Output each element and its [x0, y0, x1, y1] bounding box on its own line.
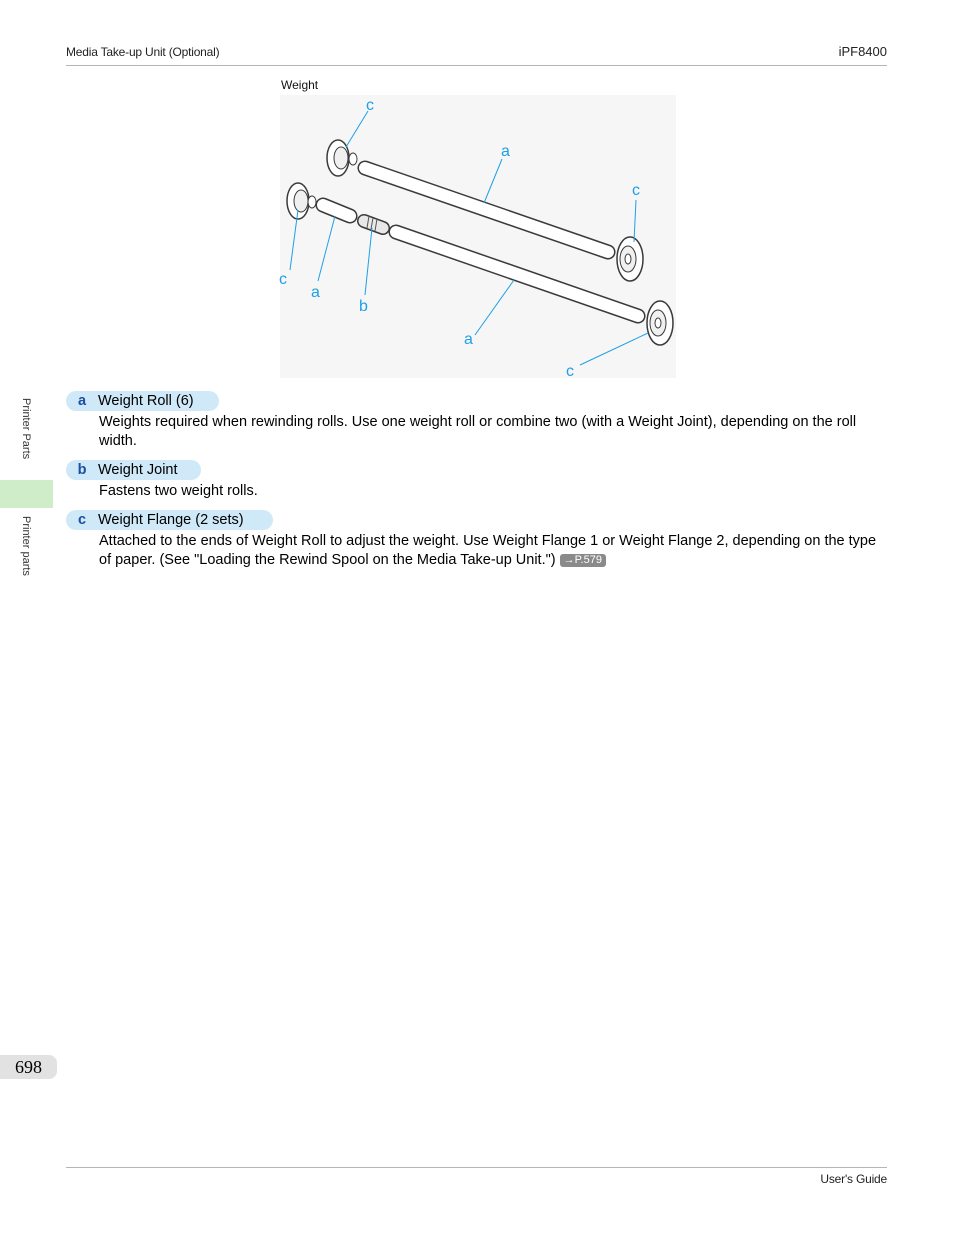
- item-label: Weight Joint: [98, 462, 178, 478]
- weight-flange-lower-right: [647, 301, 673, 345]
- callout-a: a: [501, 143, 510, 160]
- side-tab-active-marker: [0, 480, 53, 508]
- callout-b: b: [359, 298, 368, 315]
- item-description: Weights required when rewinding rolls. Use one weight roll or combine two (with a Weight Joint), depending on the roll width.: [99, 414, 857, 449]
- page-number: 698: [0, 1055, 57, 1079]
- weight-parts-drawing: [280, 95, 676, 378]
- page-reference-link[interactable]: →P.579: [560, 554, 606, 567]
- item-letter: b: [77, 462, 87, 478]
- side-tab-printer-parts[interactable]: Printer Parts: [20, 398, 32, 460]
- item-label: Weight Roll (6): [98, 393, 194, 409]
- header-section-title: Media Take-up Unit (Optional): [66, 45, 220, 59]
- item-description-flange: [99, 532, 889, 570]
- footer-guide-title: User's Guide: [820, 1172, 887, 1186]
- callout-c: c: [279, 271, 287, 288]
- item-tag-weight-flange: [66, 510, 273, 530]
- callout-c: c: [632, 182, 640, 199]
- weight-parts-illustration: [280, 95, 676, 378]
- figure-caption: Weight: [281, 78, 319, 92]
- item-description-text: Attached to the ends of Weight Roll to adjust the weight. Use Weight Flange 1 or Weight Flange 2, depending on the type of paper. (See "Loading the Rewind Spool on the Media Take-up Unit."): [99, 533, 877, 568]
- item-label: Weight Flange (2 sets): [98, 512, 244, 528]
- header-model: iPF8400: [838, 44, 887, 59]
- item-letter: c: [77, 512, 87, 528]
- weight-roll-short: [323, 205, 350, 216]
- weight-joint: [364, 216, 383, 231]
- weight-flange-upper-left: [327, 140, 357, 176]
- item-description: Fastens two weight rolls.: [99, 483, 258, 499]
- header-divider: [66, 65, 887, 66]
- footer-divider: [66, 1167, 887, 1168]
- callout-a: a: [311, 284, 320, 301]
- weight-flange-upper-right: [617, 237, 643, 281]
- item-tag-weight-roll: [66, 391, 219, 411]
- item-letter: a: [77, 393, 87, 409]
- item-tag-weight-joint: [66, 460, 201, 480]
- callout-c: c: [366, 97, 374, 114]
- callout-a: a: [464, 331, 473, 348]
- side-tab-printer-parts-sub[interactable]: Printer parts: [20, 516, 32, 576]
- weight-flange-middle-left: [287, 183, 316, 219]
- callout-c: c: [566, 363, 574, 380]
